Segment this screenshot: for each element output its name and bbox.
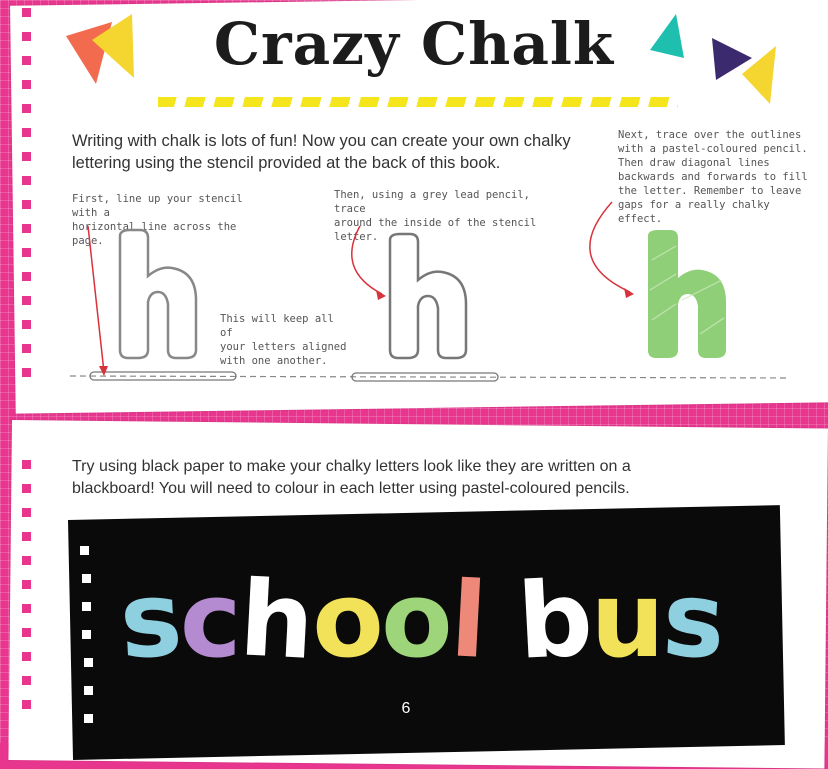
blackboard-instructions: Try using black paper to make your chalky letters look like they are written on a blackboard! You will need to colour in each letter using pastel-coloured pencils.	[72, 458, 631, 497]
arrow-1	[88, 226, 104, 372]
chalk-letter-7: b	[515, 557, 594, 683]
page-number: 6	[401, 700, 411, 717]
outline-letter-h-2	[390, 234, 466, 358]
chalk-letter-3: h	[236, 557, 315, 683]
chalk-letter-8: u	[590, 559, 663, 681]
step-3-text: Next, trace over the outlines with a pastel-coloured pencil. Then draw diagonal lines backwards and forwards to fill the letter. Remember to leave gaps for a really chalky effect.	[618, 129, 808, 225]
outline-letter-h-1	[120, 230, 196, 358]
chalk-letter-9: s	[659, 557, 726, 683]
step-1-text: First, line up your stencil with a horizontal line across the page.	[72, 193, 243, 247]
chalk-letter-4: o	[308, 557, 385, 683]
alignment-note: This will keep all of your letters aligned with one another.	[220, 313, 347, 367]
chalk-letter-1: s	[116, 557, 184, 683]
step-2-text: Then, using a grey lead pencil, trace around the inside of the stencil letter.	[334, 189, 537, 243]
school-bus-chalk-lettering	[116, 557, 726, 683]
chalk-letter-6: l	[447, 558, 488, 682]
dashed-baseline	[70, 376, 790, 378]
green-chalk-letter-h	[648, 230, 726, 358]
chalk-letter-2: c	[179, 559, 240, 681]
intro-paragraph: Writing with chalk is lots of fun! Now you can create your own chalky lettering using the stencil provided at the back of this book.	[72, 132, 571, 172]
arrow-3	[590, 202, 630, 292]
bottom-left-dash-border	[22, 460, 32, 724]
arrow-2	[352, 226, 382, 294]
page-title: Crazy Chalk	[213, 10, 615, 78]
chalk-letter-5: o	[381, 559, 451, 681]
